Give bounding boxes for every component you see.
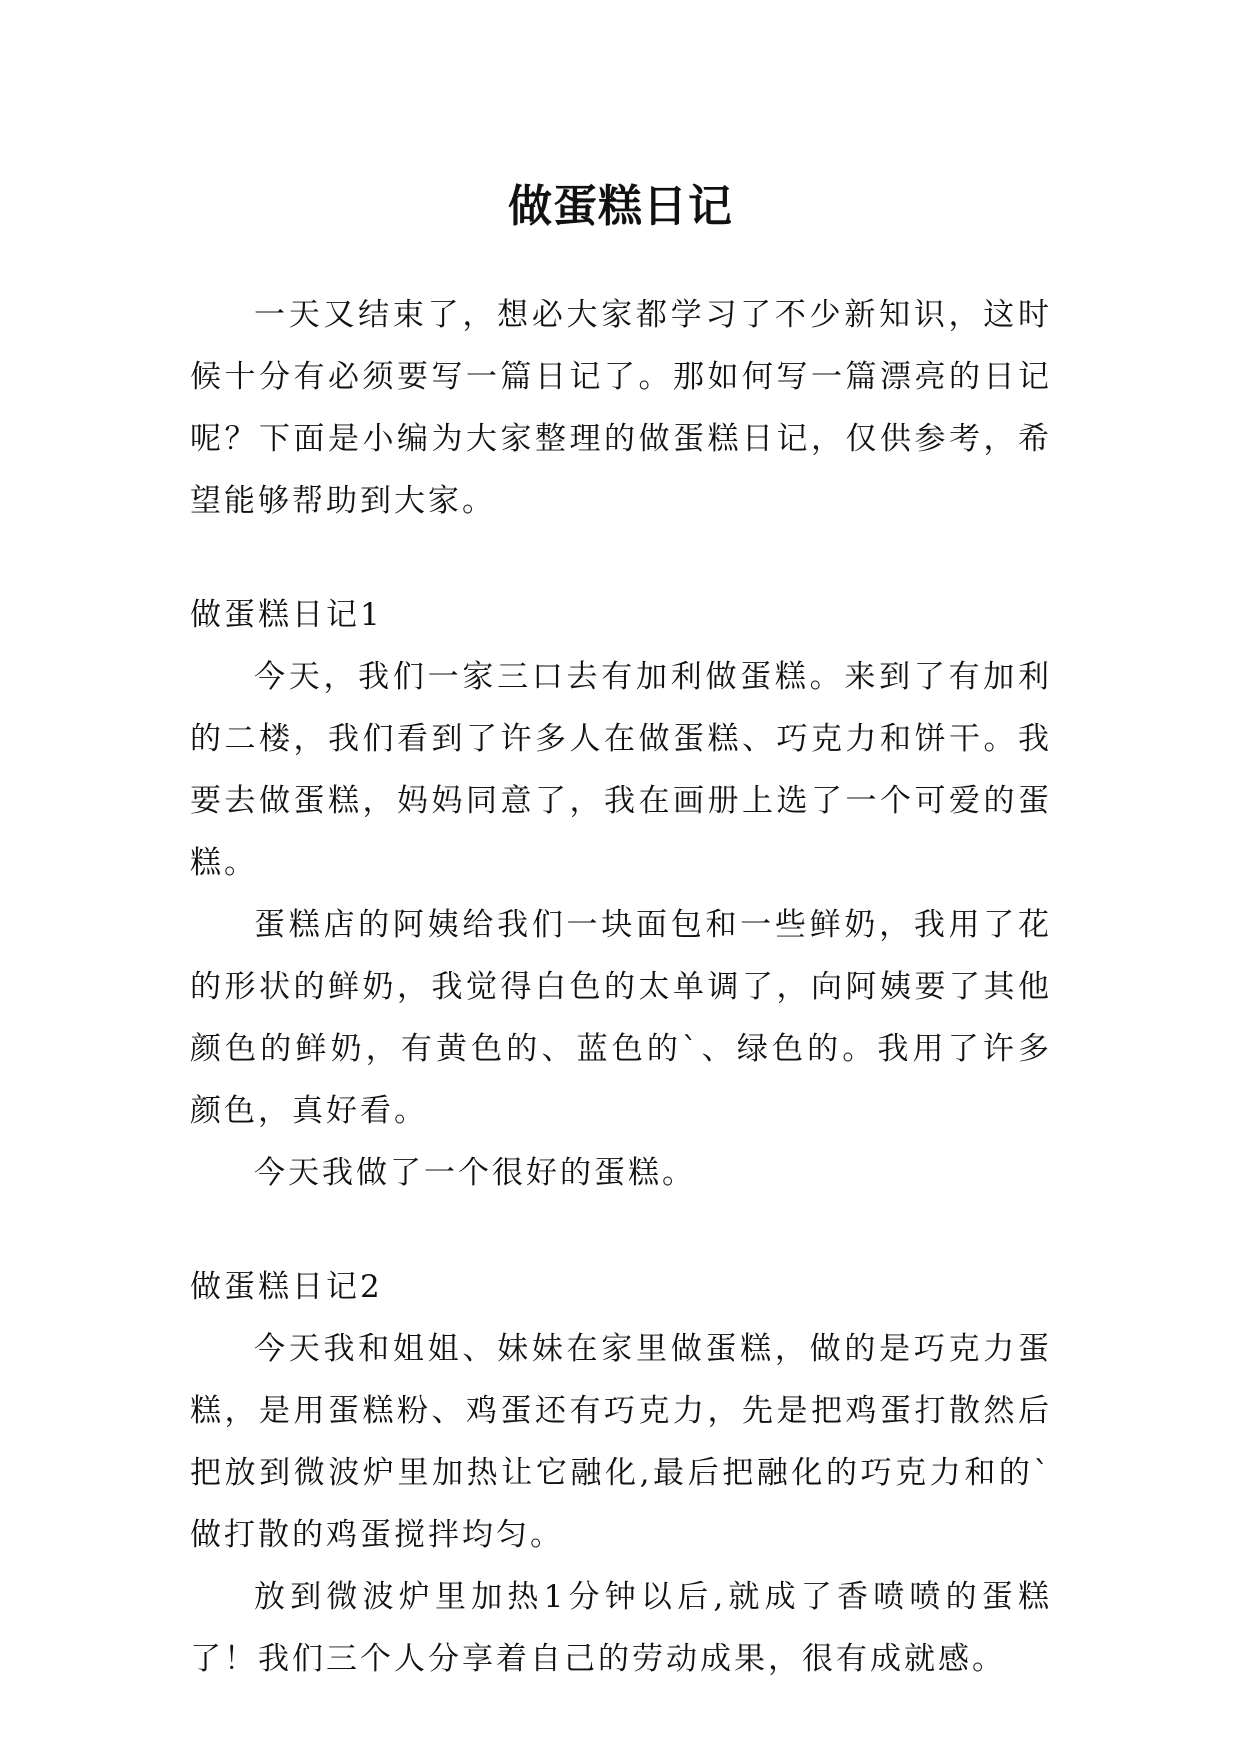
section-paragraph: 今天，我们一家三口去有加利做蛋糕。来到了有加利的二楼，我们看到了许多人在做蛋糕、巧克力和饼干。我要去做蛋糕，妈妈同意了，我在画册上选了一个可爱的蛋糕。 <box>190 659 1052 881</box>
section-paragraph: 今天我和姐姐、妹妹在家里做蛋糕，做的是巧克力蛋糕，是用蛋糕粉、鸡蛋还有巧克力，先是把鸡蛋打散然后把放到微波炉里加热让它融化,最后把融化的巧克力和的`做打散的鸡蛋搅拌均匀。 <box>190 1331 1052 1553</box>
diary-section-2 <box>190 1256 1052 1690</box>
document-body <box>190 284 1052 1690</box>
spacer <box>190 1204 1052 1256</box>
intro-paragraph: 一天又结束了，想必大家都学习了不少新知识，这时候十分有必须要写一篇日记了。那如何写一篇漂亮的日记呢？下面是小编为大家整理的做蛋糕日记，仅供参考，希望能够帮助到大家。 <box>190 297 1052 519</box>
spacer <box>190 532 1052 584</box>
section-paragraph: 蛋糕店的阿姨给我们一块面包和一些鲜奶，我用了花的形状的鲜奶，我觉得白色的太单调了，向阿姨要了其他颜色的鲜奶，有黄色的、蓝色的`、绿色的。我用了许多颜色，真好看。 <box>190 907 1052 1129</box>
section-paragraph: 放到微波炉里加热1分钟以后,就成了香喷喷的蛋糕了！我们三个人分享着自己的劳动成果，很有成就感。 <box>190 1579 1052 1677</box>
section-heading: 做蛋糕日记2 <box>190 1269 383 1305</box>
section-paragraph: 今天我做了一个很好的蛋糕。 <box>254 1155 696 1191</box>
diary-section-1 <box>190 584 1052 1204</box>
section-heading: 做蛋糕日记1 <box>190 597 383 633</box>
page-title: 做蛋糕日记 <box>508 181 733 233</box>
